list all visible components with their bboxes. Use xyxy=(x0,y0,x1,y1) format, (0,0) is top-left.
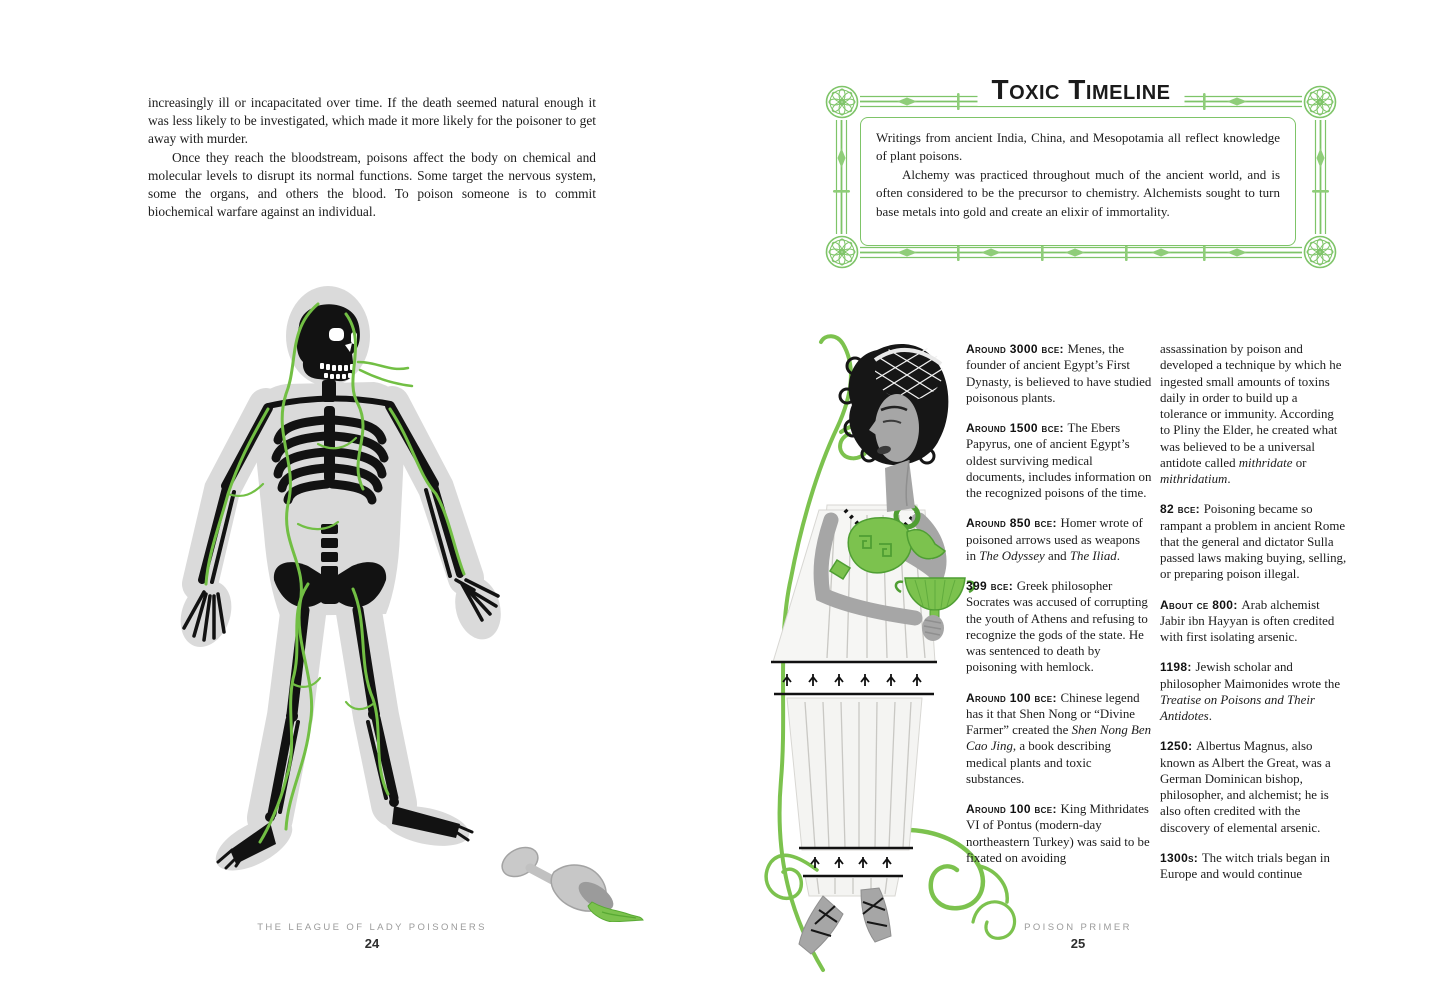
section-title: Toxic Timeline xyxy=(978,74,1185,106)
paragraph: Alchemy was practiced throughout much of the ancient world, and is often considered to be the precursor to chemistry. Alchemists sought to turn base metals into gold and create an elixir of immortality. xyxy=(876,166,1280,219)
timeline-entry: 1300s: The witch trials began in Europe and would continue xyxy=(1160,850,1330,881)
timeline-entry: Around 3000 bce: Menes, the founder of ancient Egypt’s First Dynasty, is believed to have studied poisonous plants. xyxy=(966,342,1152,405)
skeleton-illustration xyxy=(168,284,540,872)
timeline-column-1 xyxy=(966,341,1153,880)
timeline-entry: Around 100 bce: King Mithridates VI of Pontus (modern-day northeastern Turkey) was said to be fixated on avoiding xyxy=(966,802,1150,865)
page-number: 25 xyxy=(1070,936,1086,951)
head xyxy=(840,344,953,512)
timeline-entry: Around 100 bce: Chinese legend has it that Shen Nong or “Divine Farmer” created the Shen Nong Ben Cao Jing, a book describing medical plants and toxic substances. xyxy=(966,690,1152,786)
page-footer-right xyxy=(854,922,1302,951)
spilled-goblet-illustration xyxy=(494,836,644,922)
timeline-entry: 1198: Jewish scholar and philosopher Maimonides wrote the Treatise on Poisons and Their Antidotes. xyxy=(1160,660,1341,723)
timeline-column-2 xyxy=(1160,341,1347,896)
toxic-timeline-header xyxy=(820,74,1342,276)
page-footer-left xyxy=(148,922,596,951)
intro-box xyxy=(860,117,1296,246)
body-text-block xyxy=(148,94,596,222)
running-head: THE LEAGUE OF LADY POISONERS xyxy=(257,922,487,933)
dress-band-upper xyxy=(771,662,937,694)
running-head: POISON PRIMER xyxy=(1024,922,1132,933)
timeline-entry: About ce 800: Arab alchemist Jabir ibn Hayyan is often credited with first isolating arsenic. xyxy=(1160,597,1335,644)
timeline-entry: Around 1500 bce: The Ebers Papyrus, one of ancient Egypt’s oldest surviving medical documents, includes information on the recognized poisons of the time. xyxy=(966,421,1152,500)
timeline-entry: 399 bce: Greek philosopher Socrates was accused of corrupting the youth of Athens and refusing to recognize the gods of the state. He was sentenced to death by poisoning with hemlock. xyxy=(966,579,1148,675)
timeline-entry: assassination by poison and developed a technique by which he ingested small amounts of toxins daily in order to build up a tolerance or immunity. According to Pliny the Elder, he created what was believed to be a universal antidote called mithridate or mithridatium. xyxy=(1160,342,1342,486)
paragraph: Once they reach the bloodstream, poisons affect the body on chemical and molecular levels to disrupt its normal functions. Some target the nervous system, some the organs, and others the blood. To poison someone is to commit biochemical warfare against an individual. xyxy=(148,149,596,220)
timeline-entry: Around 850 bce: Homer wrote of poisoned arrows used as weapons in The Odyssey and The Iliad. xyxy=(966,516,1143,563)
paragraph: Writings from ancient India, China, and Mesopotamia all reflect knowledge of plant poisons. xyxy=(876,130,1280,164)
paragraph: increasingly ill or incapacitated over time. If the death seemed natural enough it was less likely to be investigated, which made it more likely for the poisoner to get away with murder. xyxy=(148,95,596,147)
dress-band-hem xyxy=(799,848,913,876)
timeline-entry: 82 bce: Poisoning became so rampant a problem in ancient Rome that the general and dictator Sulla passed laws making buying, selling, or preparing poison illegal. xyxy=(1160,502,1347,582)
timeline-entry: 1250: Albertus Magnus, also known as Albert the Great, was a German Dominican bishop, philosopher, and alchemist; he is also often credited with the discovery of elemental arsenic. xyxy=(1160,739,1331,835)
page-number: 24 xyxy=(364,936,380,951)
